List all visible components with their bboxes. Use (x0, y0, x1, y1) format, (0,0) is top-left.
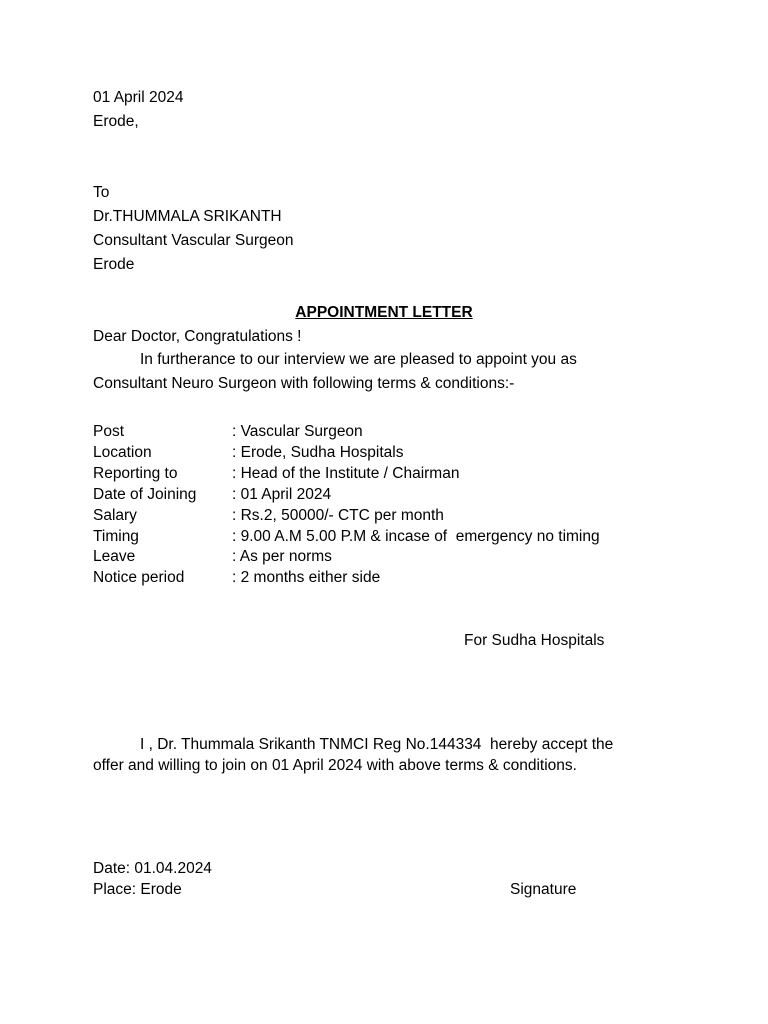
term-label: Timing (93, 528, 139, 545)
recipient-designation: Consultant Vascular Surgeon (93, 232, 294, 249)
intro-line-1: In furtherance to our interview we are pleased to appoint you as (140, 351, 577, 368)
term-label: Reporting to (93, 465, 178, 482)
footer-date: Date: 01.04.2024 (93, 860, 212, 877)
term-label: Location (93, 444, 152, 461)
footer-place: Place: Erode (93, 881, 182, 898)
term-value: : Erode, Sudha Hospitals (232, 444, 404, 461)
term-value: : 01 April 2024 (232, 486, 332, 503)
term-label: Date of Joining (93, 486, 197, 503)
acceptance-line-1: I , Dr. Thummala Srikanth TNMCI Reg No.144334 hereby accept the (140, 736, 614, 753)
recipient-to: To (93, 184, 110, 201)
letter-date: 01 April 2024 (93, 89, 184, 106)
recipient-name: Dr.THUMMALA SRIKANTH (93, 208, 282, 225)
acceptance-line-2: offer and willing to join on 01 April 2024 with above terms & conditions. (93, 757, 577, 774)
term-value: : Rs.2, 50000/- CTC per month (232, 507, 444, 524)
term-value: : 2 months either side (232, 569, 381, 586)
recipient-place: Erode (93, 256, 135, 273)
term-value: : Head of the Institute / Chairman (232, 465, 460, 482)
term-label: Salary (93, 507, 137, 524)
signature-label: Signature (510, 881, 577, 898)
term-value: : Vascular Surgeon (232, 423, 363, 440)
letter-title: APPOINTMENT LETTER (295, 304, 473, 321)
term-label: Post (93, 423, 125, 440)
letter-city: Erode, (93, 113, 139, 130)
term-label: Notice period (93, 569, 185, 586)
issuer-line: For Sudha Hospitals (464, 632, 605, 649)
term-label: Leave (93, 548, 136, 565)
salutation: Dear Doctor, Congratulations ! (93, 328, 302, 345)
intro-line-2: Consultant Neuro Surgeon with following terms & conditions:- (93, 375, 515, 392)
term-value: : 9.00 A.M 5.00 P.M & incase of emergency no timing (232, 528, 600, 545)
term-value: : As per norms (232, 548, 332, 565)
